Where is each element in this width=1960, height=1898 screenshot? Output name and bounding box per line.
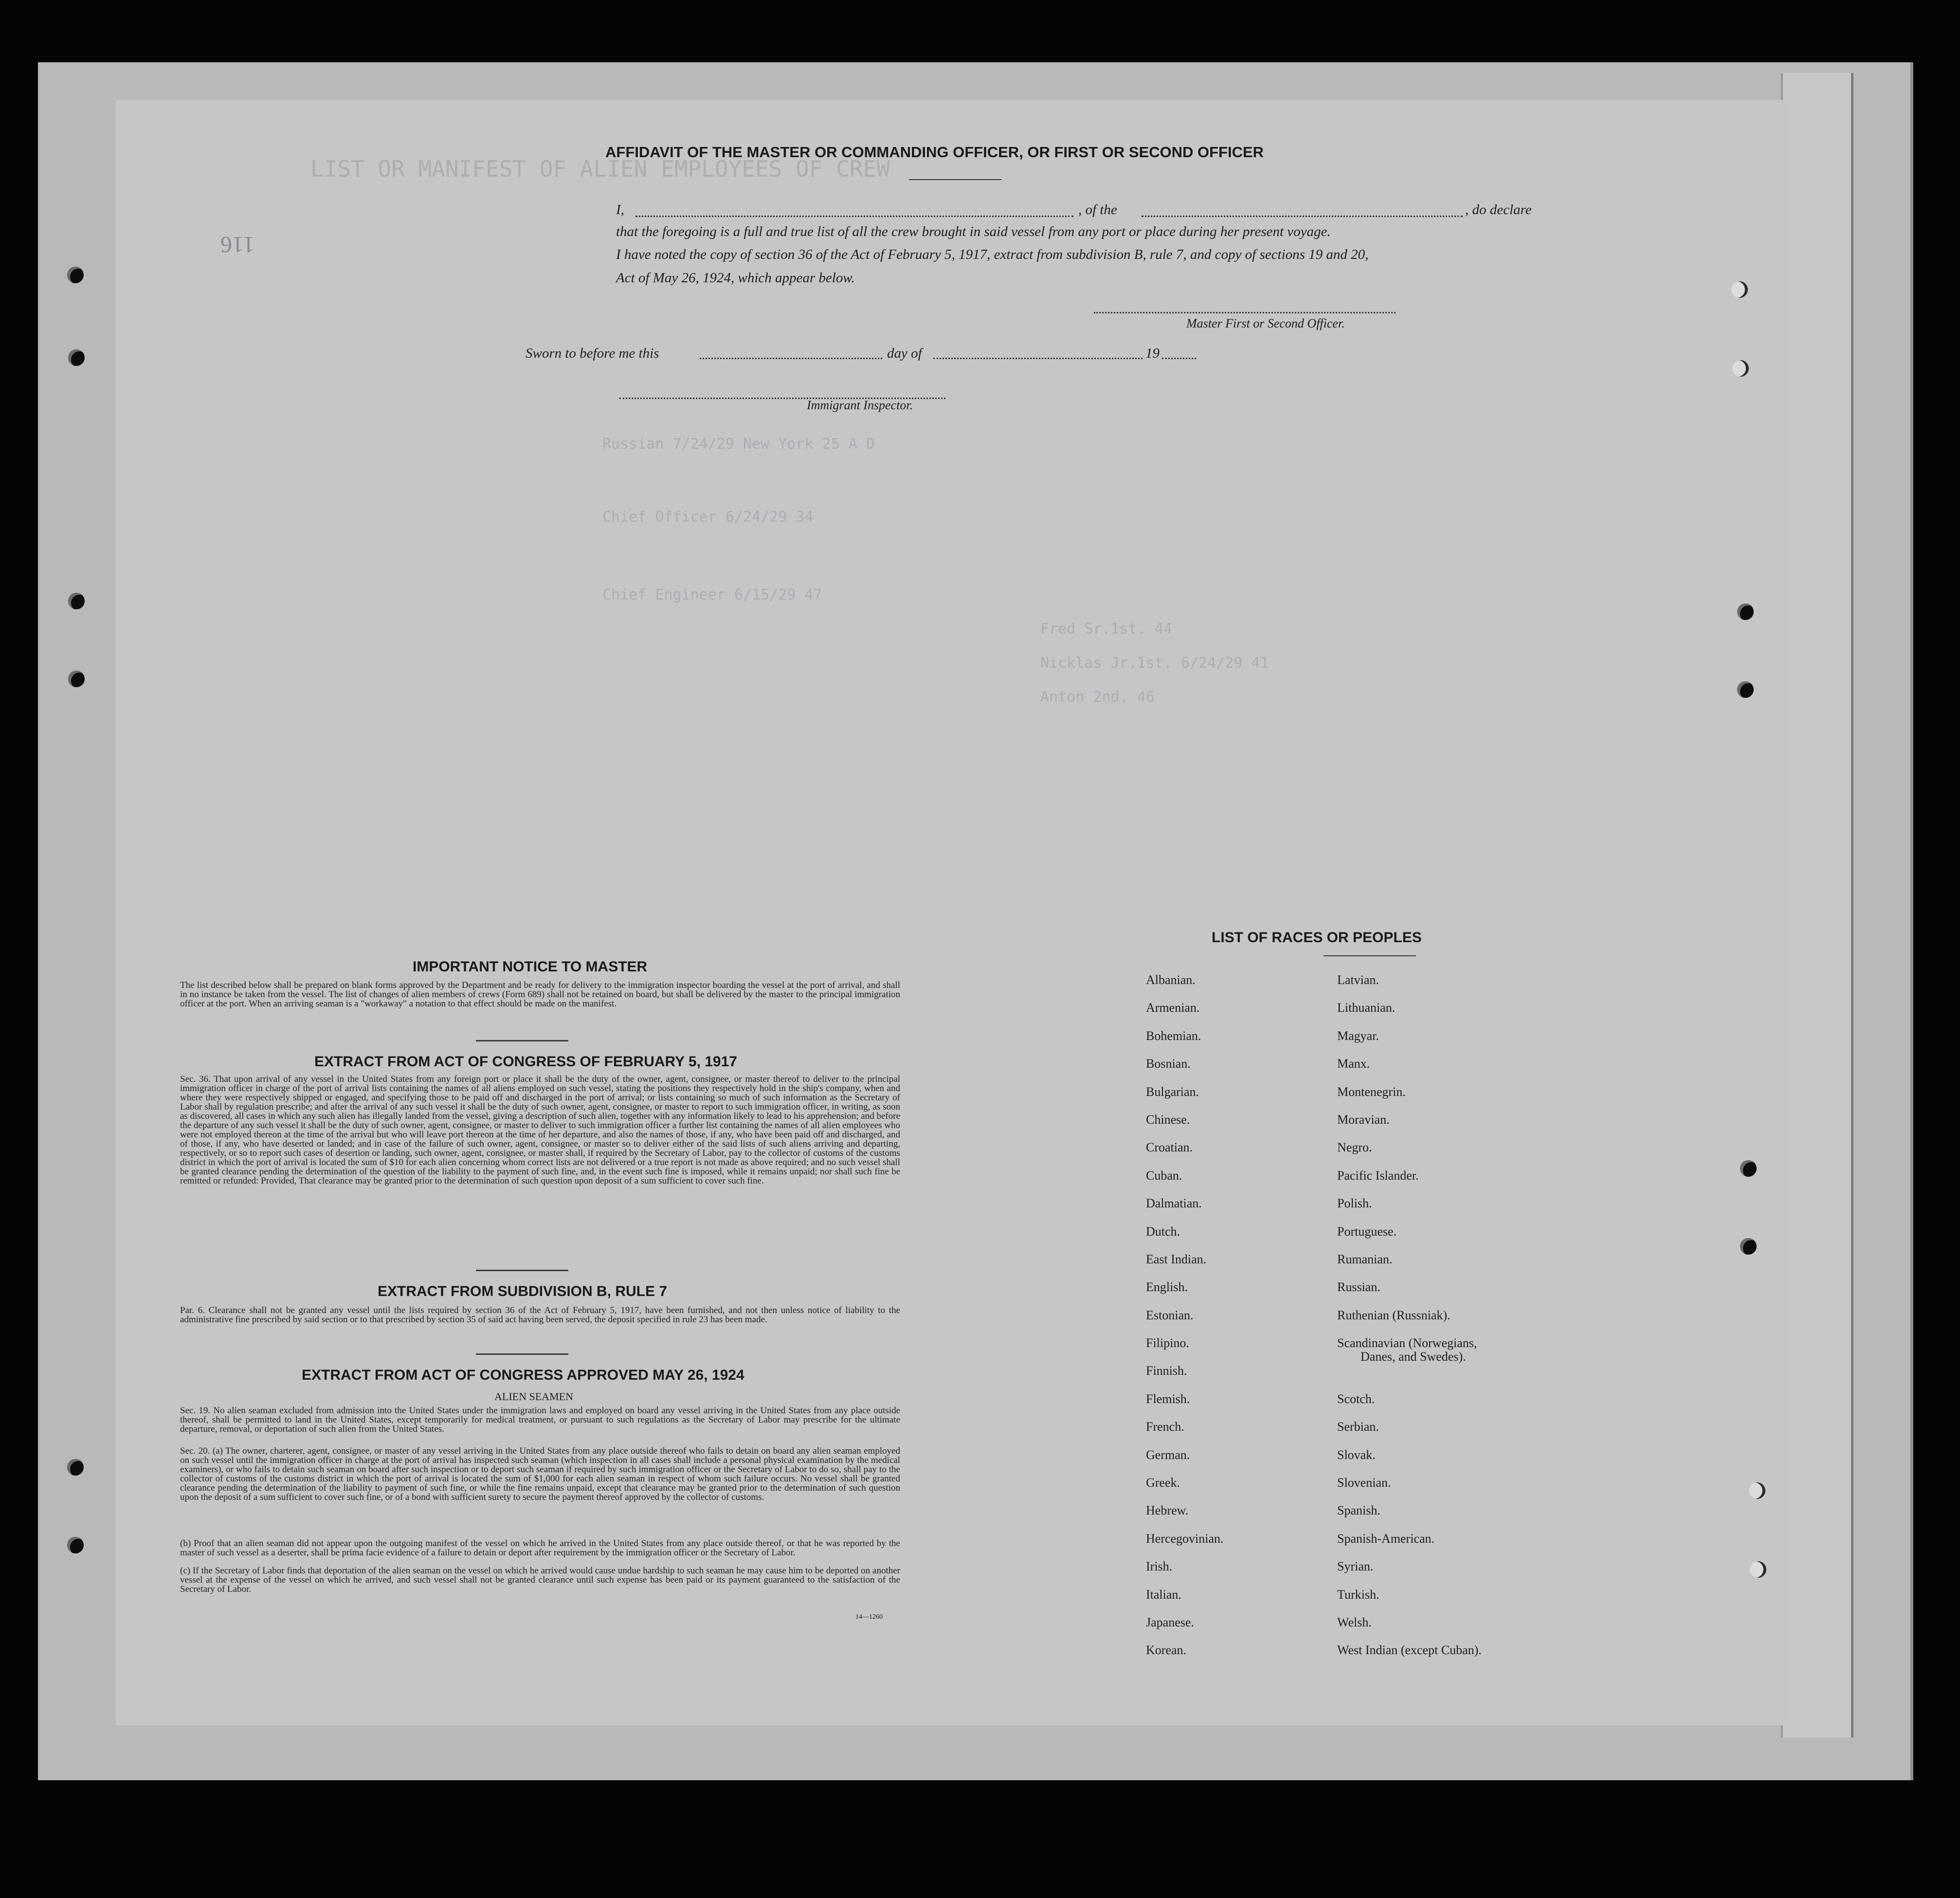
race-item: French.	[1146, 1420, 1184, 1434]
extract-1924-title: EXTRACT FROM ACT OF CONGRESS APPROVED MAY 26, 1924	[302, 1367, 744, 1383]
sworn-day-field[interactable]	[700, 358, 882, 359]
alien-seamen-subtitle: ALIEN SEAMEN	[494, 1390, 573, 1403]
race-item: English.	[1146, 1280, 1188, 1295]
punch-hole-icon	[1740, 1238, 1757, 1255]
race-item: Serbian.	[1337, 1420, 1379, 1434]
race-item: Dalmatian.	[1146, 1196, 1202, 1211]
race-item: West Indian (except Cuban).	[1337, 1643, 1482, 1658]
notice-title: IMPORTANT NOTICE TO MASTER	[413, 959, 648, 975]
day-of-label: day of	[887, 346, 922, 361]
master-signature-field[interactable]	[1094, 312, 1396, 313]
race-item: Irish.	[1146, 1559, 1173, 1574]
master-label: Master First or Second Officer.	[1186, 316, 1345, 330]
races-right-column	[1337, 966, 1482, 1664]
subdivision-title: EXTRACT FROM SUBDIVISION B, RULE 7	[378, 1283, 668, 1299]
race-item: Magyar.	[1337, 1028, 1379, 1043]
race-item: Hercegovinian.	[1146, 1531, 1224, 1546]
sec-20c-text: (c) If the Secretary of Labor finds that deportation of the alien seaman on the vessel on which he arrived would cause undue hardship to such seaman he may cause him to be deported on another vessel at the expense of the vessel on which he arrived, and such vessel shall not be granted clearance until such expense has been paid or its payment guaranteed to the satisfaction of the Secretary of Labor.	[180, 1566, 900, 1594]
race-item: Turkish.	[1337, 1587, 1379, 1602]
punch-hole-icon	[68, 671, 85, 687]
race-item: Slovenian.	[1337, 1476, 1391, 1490]
race-item: Welsh.	[1337, 1615, 1372, 1629]
sec-20a-text: Sec. 20. (a) The owner, charterer, agent, consignee, or master of any vessel arriving in the United States from any place outside thereof who fails to detain on board any alien seaman employed on such vessel until the immigration officer in charge at the port of arrival has inspected such seaman (which inspection in all cases shall include a personal physical examination by the medical examiners), or who fails to detain such seaman on board after such inspection or to deport such seaman if required by such immigration officer or the Secretary of Labor to do so, shall pay to the collector of customs of the customs district in which the port of arrival is located the sum of $1,000 for each alien seaman in respect of whom such failure occurs. No vessel shall be granted clearance pending the determination of the liability to payment of such fine, or while the fine remains unpaid, except that clearance may be granted prior to the determination of such question upon the deposit of a sum sufficient to cover such fine, or of a bond with sufficient surety to secure the payment thereof approved by the collector of customs.	[180, 1446, 900, 1502]
subdivision-text: Par. 6. Clearance shall not be granted any vessel until the lists required by section 36 of the Act of February 5, 1917, have been furnished, and not then unless notice of liability to the administrative fine prescribed by said section or to that prescribed by section 35 of said act having been served, the deposit specified in rule 23 has been made.	[180, 1305, 900, 1325]
punch-hole-icon	[1749, 1482, 1765, 1499]
name-field[interactable]	[635, 216, 1073, 217]
race-item: Flemish.	[1146, 1391, 1190, 1406]
punch-hole-icon	[1737, 681, 1754, 698]
bleed-through-text: LIST OR MANIFEST OF ALIEN EMPLOYEES OF CREW	[310, 156, 890, 182]
race-item: Portuguese.	[1337, 1224, 1397, 1239]
bleed-through-text: Anton 2nd. 46	[1040, 689, 1155, 706]
race-item: Montenegrin.	[1337, 1084, 1406, 1099]
race-item: Dutch.	[1146, 1224, 1180, 1239]
race-item: Ruthenian (Russniak).	[1337, 1308, 1451, 1322]
bleed-through-text: Chief Officer 6/24/29 34	[602, 509, 814, 526]
of-the-label: , of the	[1078, 202, 1117, 218]
race-item: Moravian.	[1337, 1112, 1390, 1127]
divider	[476, 1270, 568, 1271]
race-item: German.	[1146, 1447, 1190, 1462]
punch-hole-icon	[1737, 603, 1754, 620]
race-item: Spanish-American.	[1337, 1531, 1435, 1546]
race-item: Bohemian.	[1146, 1028, 1201, 1043]
punch-hole-icon	[67, 1537, 84, 1553]
race-item: Greek.	[1146, 1476, 1180, 1490]
race-item: Latvian.	[1337, 973, 1379, 987]
race-item: Japanese.	[1146, 1615, 1194, 1629]
race-item: Lithuanian.	[1337, 1001, 1396, 1015]
affidavit-page	[116, 100, 1790, 1725]
race-item: Rumanian.	[1337, 1252, 1393, 1266]
notice-text: The list described below shall be prepared on blank forms approved by the Department and be ready for delivery to the immigration inspector boarding the vessel at the port of arrival, and shall in no instance be taken from the vessel. The list of changes of alien members of crews (Form 689) shall not be retained on board, but shall be delivered by the master to the principal immigration officer at the port. When an arriving seaman is a "workaway" a notation to that effect should be made on the manifest.	[180, 980, 900, 1009]
race-item: Spanish.	[1337, 1503, 1380, 1518]
race-item: Bosnian.	[1146, 1057, 1191, 1071]
race-item: Albanian.	[1146, 973, 1196, 987]
sworn-label: Sworn to before me this	[526, 346, 659, 361]
affidavit-line-2: that the foregoing is a full and true list of all the crew brought in said vessel from any port or place during her present voyage.	[616, 224, 1331, 239]
sworn-year-field[interactable]	[1162, 358, 1196, 359]
sec-20b-text: (b) Proof that an alien seaman did not appear upon the outgoing manifest of the vessel on which he arrived in the United States from any place outside thereof, or that he was reported by the master of such vessel as a deserter, shall be prima facie evidence of a failure to detain or deport after requirement by the immigration officer or the Secretary of Labor.	[180, 1538, 900, 1558]
affidavit-line-3: I have noted the copy of section 36 of the Act of February 5, 1917, extract from subdivision B, rule 7, and copy of sections 19 and 20,	[616, 247, 1369, 262]
race-item: Croatian.	[1146, 1140, 1193, 1155]
extract-1917-text: Sec. 36. That upon arrival of any vessel in the United States from any foreign port or place it shall be the duty of the owner, agent, consignee, or master thereof to deliver to the principal immigration officer in charge of the port of arrival lists containing the names of all aliens employed on such vessel, stating the positions they respectively hold in the ship's company, when and where they were respectively shipped or engaged, and specifying those to be paid off and discharged in the port of arrival; or lists containing so much of such information as the Secretary of Labor shall by regulation prescribe; and after the arrival of any such vessel it shall be the duty of such owner, agent, consignee, or master to report to such immigration officer, in writing, as soon as discovered, all cases in which any such alien has illegally landed from the vessel, giving a description of such alien, together with any information likely to lead to his apprehension; and before the departure of any such vessel it shall be the duty of such owner, agent, consignee, or master to deliver to such immigration officer a further list containing the names of all alien employees who were not employed thereon at the time of the arrival but who will leave port thereon at the time of her departure, and also the names of those, if any, who have been paid off and discharged, and of those, if any, who have deserted or landed; and in case of the failure of such owner, agent, consignee, or master so to deliver either of the said lists of such aliens arriving and departing, respectively, or so to report such cases of desertion or landing, such owner, agent, consignee, or master shall, if required by the Secretary of Labor, pay to the collector of customs of the customs district in which the port of arrival is located the sum of $10 for each alien concerning whom correct lists are not delivered or a true report is not made as above required; and no such vessel shall be granted clearance pending the determination of the question of the liability to the payment of such fine, and, in the event such fine is imposed, while it remains unpaid; nor shall such fine be remitted or refunded: Provided, That clearance may be granted prior to the determination of such question upon deposit of a sum sufficient to cover such fine.	[180, 1074, 900, 1186]
bleed-through-text: Russian 7/24/29 New York 25 A D	[602, 436, 875, 453]
punch-hole-icon	[67, 1459, 84, 1476]
race-item: Danes, and Swedes).	[1361, 1350, 1466, 1364]
race-item: Syrian.	[1337, 1559, 1374, 1574]
race-item: Filipino.	[1146, 1336, 1189, 1350]
race-item: Armenian.	[1146, 1001, 1200, 1015]
divider	[1324, 955, 1416, 956]
punch-hole-icon	[67, 267, 84, 283]
race-item: East Indian.	[1146, 1252, 1207, 1266]
punch-hole-icon	[68, 349, 85, 366]
sec-19-text: Sec. 19. No alien seaman excluded from admission into the United States under the immigration laws and employed on board any vessel arriving in the United States from any place outside thereof, shall be permitted to land in the United States, except temporarily for medical treatment, or pursuant to such regulations as the Secretary of Labor may prescribe for the ultimate departure, removal, or deportation of such alien from the United States.	[180, 1405, 900, 1434]
race-item: Cuban.	[1146, 1168, 1182, 1183]
extract-1917-title: EXTRACT FROM ACT OF CONGRESS OF FEBRUARY 5, 1917	[314, 1054, 737, 1070]
affidavit-i-label: I,	[616, 202, 624, 218]
race-item: Scandinavian (Norwegians,	[1337, 1336, 1477, 1350]
divider	[476, 1353, 568, 1355]
race-item: Italian.	[1146, 1587, 1181, 1602]
race-item: Slovak.	[1337, 1447, 1376, 1462]
inspector-label: Immigrant Inspector.	[807, 398, 913, 412]
bleed-through-text: Chief Engineer 6/15/29 47	[602, 586, 822, 603]
punch-hole-icon	[1750, 1561, 1766, 1578]
divider	[476, 1040, 568, 1041]
race-item: Negro.	[1337, 1140, 1372, 1155]
race-item: Estonian.	[1146, 1308, 1194, 1322]
punch-hole-icon	[1731, 281, 1748, 298]
race-item: Polish.	[1337, 1196, 1372, 1211]
page-number: 116	[220, 232, 255, 257]
races-title: LIST OF RACES OR PEOPLES	[1212, 930, 1422, 946]
affidavit-line-4: Act of May 26, 1924, which appear below.	[616, 270, 855, 286]
race-item: Scotch.	[1337, 1391, 1375, 1406]
race-item: Bulgarian.	[1146, 1084, 1199, 1099]
races-left-column	[1146, 966, 1224, 1664]
year-label: 19	[1145, 346, 1160, 361]
punch-hole-icon	[68, 593, 85, 609]
divider	[909, 179, 1001, 180]
sworn-month-field[interactable]	[933, 358, 1143, 359]
race-item: Russian.	[1337, 1280, 1380, 1295]
bleed-through-text: Nicklas Jr.1st. 6/24/29 41	[1040, 655, 1269, 672]
race-item: Pacific Islander.	[1337, 1168, 1419, 1183]
bleed-through-text: Fred Sr.1st. 44	[1040, 620, 1172, 638]
race-item: Chinese.	[1146, 1112, 1190, 1127]
race-item: Korean.	[1146, 1643, 1187, 1658]
punch-hole-icon	[1740, 1160, 1757, 1177]
form-number: 14—1260	[855, 1613, 883, 1621]
declare-label: , do declare	[1465, 202, 1532, 218]
race-item: Hebrew.	[1146, 1503, 1189, 1518]
race-item: Finnish.	[1146, 1364, 1187, 1378]
back-sheet-edge	[1781, 73, 1853, 1737]
vessel-field[interactable]	[1142, 216, 1463, 217]
affidavit-line-1	[616, 202, 1531, 218]
race-item: Manx.	[1337, 1057, 1370, 1071]
punch-hole-icon	[1732, 360, 1749, 377]
affidavit-title: AFFIDAVIT OF THE MASTER OR COMMANDING OFFICER, OR FIRST OR SECOND OFFICER	[605, 144, 1264, 161]
